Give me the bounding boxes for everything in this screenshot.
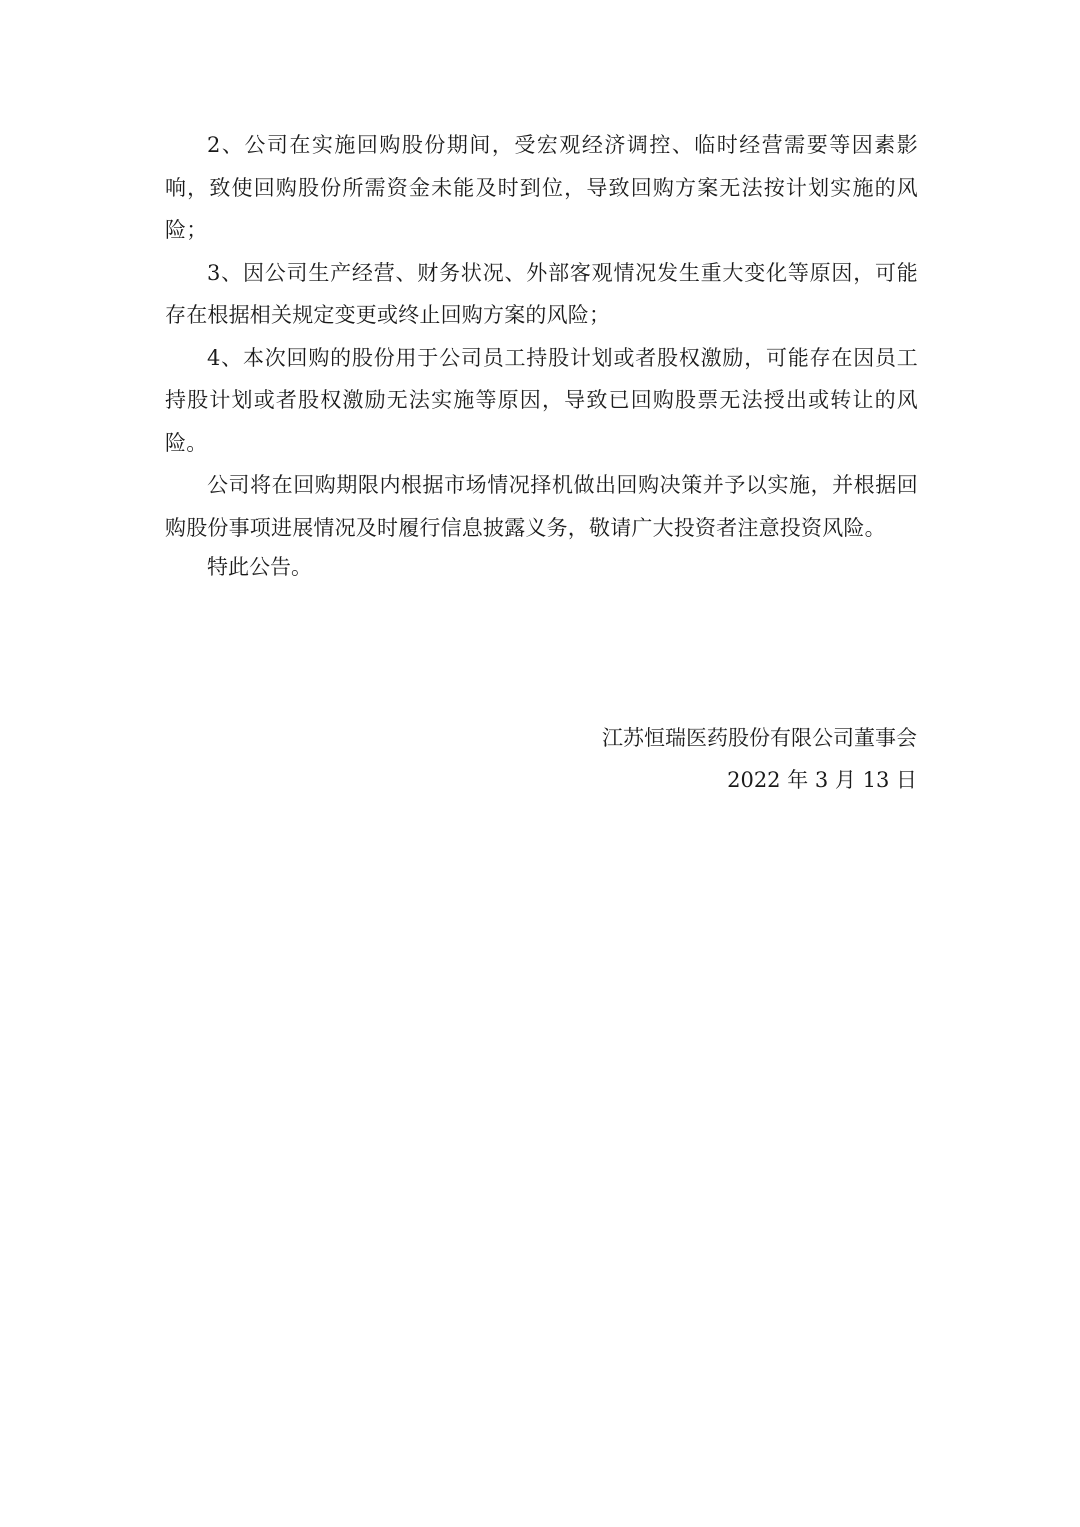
issuer-name: 江苏恒瑞医药股份有限公司董事会 [602, 726, 917, 750]
closing-remark: 特此公告。 [207, 555, 312, 579]
risk-item-3: 3、因公司生产经营、财务状况、外部客观情况发生重大变化等原因，可能存在根据相关规定变更或终止回购方案的风险； [165, 260, 918, 327]
risk-item-2: 2、公司在实施回购股份期间，受宏观经济调控、临时经营需要等因素影响，致使回购股份所需资金未能及时到位，导致回购方案无法按计划实施的风险； [165, 133, 918, 242]
signature-block [602, 717, 917, 801]
announcement-body [165, 124, 918, 549]
announcement-date: 2022 年 3 月 13 日 [727, 768, 917, 792]
risk-item-4: 4、本次回购的股份用于公司员工持股计划或者股权激励，可能存在因员工持股计划或者股权激励无法实施等原因，导致已回购股票无法授出或转让的风险。 [165, 345, 918, 455]
disclosure-statement: 公司将在回购期限内根据市场情况择机做出回购决策并予以实施，并根据回购股份事项进展情况及时履行信息披露义务，敬请广大投资者注意投资风险。 [165, 473, 918, 540]
